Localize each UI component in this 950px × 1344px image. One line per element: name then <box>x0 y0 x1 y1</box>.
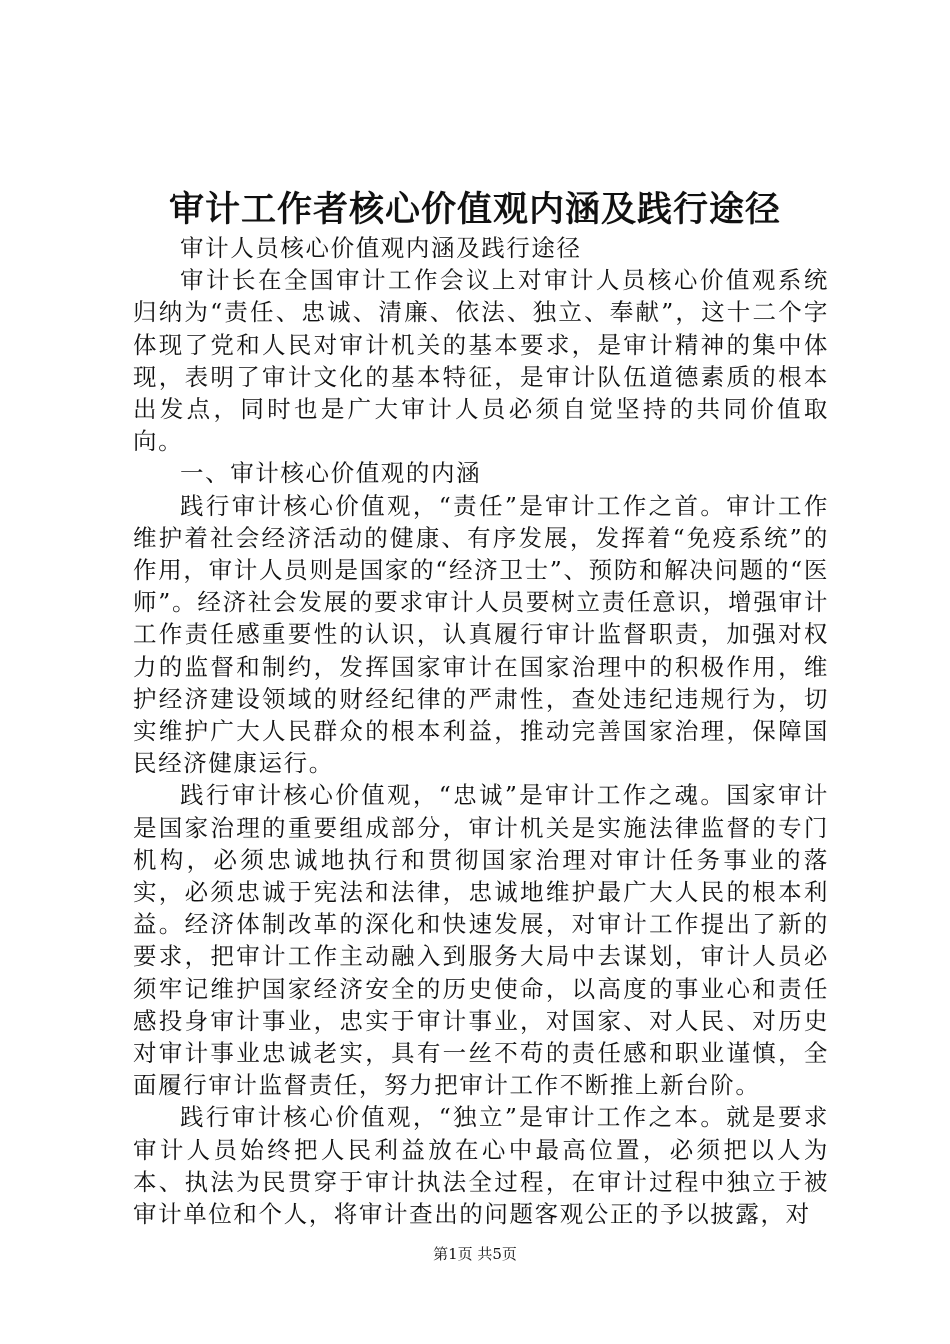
document-title: 审计工作者核心价值观内涵及践行途径 <box>168 189 781 230</box>
section-heading: 一、审计核心价值观的内涵 <box>180 459 482 488</box>
responsibility-paragraph: 践行审计核心价值观，“责任”是审计工作之首。审计工作维护着社会经济活动的健康、有序发展，发挥着“免疫系统”的作用，审计人员则是国家的“经济卫士”、预防和解决问题的“医师”。经济社会发展的要求审计人员要树立责任意识，增强审计工作责任感重要性的认识，认真履行审计监督职责，加强对权力的监督和制约，发挥国家审计在国家治理中的积极作用，维护经济建设领域的财经纪律的严肃性，查处违纪违规行为，切实维护广大人民群众的根本利益，推动完善国家治理，保障国民经济健康运行。 <box>133 491 829 778</box>
loyalty-paragraph: 践行审计核心价值观，“忠诚”是审计工作之魂。国家审计是国家治理的重要组成部分，审计机关是实施法律监督的专门机构，必须忠诚地执行和贯彻国家治理对审计任务事业的落实，必须忠诚于宪法和法律，忠诚地维护最广大人民的根本利益。经济体制改革的深化和快速发展，对审计工作提出了新的要求，把审计工作主动融入到服务大局中去谋划，审计人员必须牢记维护国家经济安全的历史使命，以高度的事业心和责任感投身审计事业，忠实于审计事业，对国家、对人民、对历史对审计事业忠诚老实，具有一丝不苟的责任感和职业谨慎，全面履行审计监督责任，努力把审计工作不断推上新台阶。 <box>133 781 829 1100</box>
independence-paragraph: 践行审计核心价值观，“独立”是审计工作之本。就是要求审计人员始终把人民利益放在心中最高位置，必须把以人为本、执法为民贯穿于审计执法全过程，在审计过程中独立于被审计单位和个人，将审计查出的问题客观公正的予以披露，对 <box>133 1103 829 1229</box>
subtitle-paragraph: 审计人员核心价值观内涵及践行途径 <box>180 234 582 262</box>
page-footer: 第1页 共5页 <box>433 1245 517 1263</box>
document-body <box>133 232 829 1230</box>
intro-paragraph: 审计长在全国审计工作会议上对审计人员核心价值观系统归纳为“责任、忠诚、清廉、依法、独立、奉献”，这十二个字体现了党和人民对审计机关的基本要求，是审计精神的集中体现，表明了审计文化的基本特征，是审计队伍道德素质的根本出发点，同时也是广大审计人员必须自觉坚持的共同价值取向。 <box>133 266 829 456</box>
